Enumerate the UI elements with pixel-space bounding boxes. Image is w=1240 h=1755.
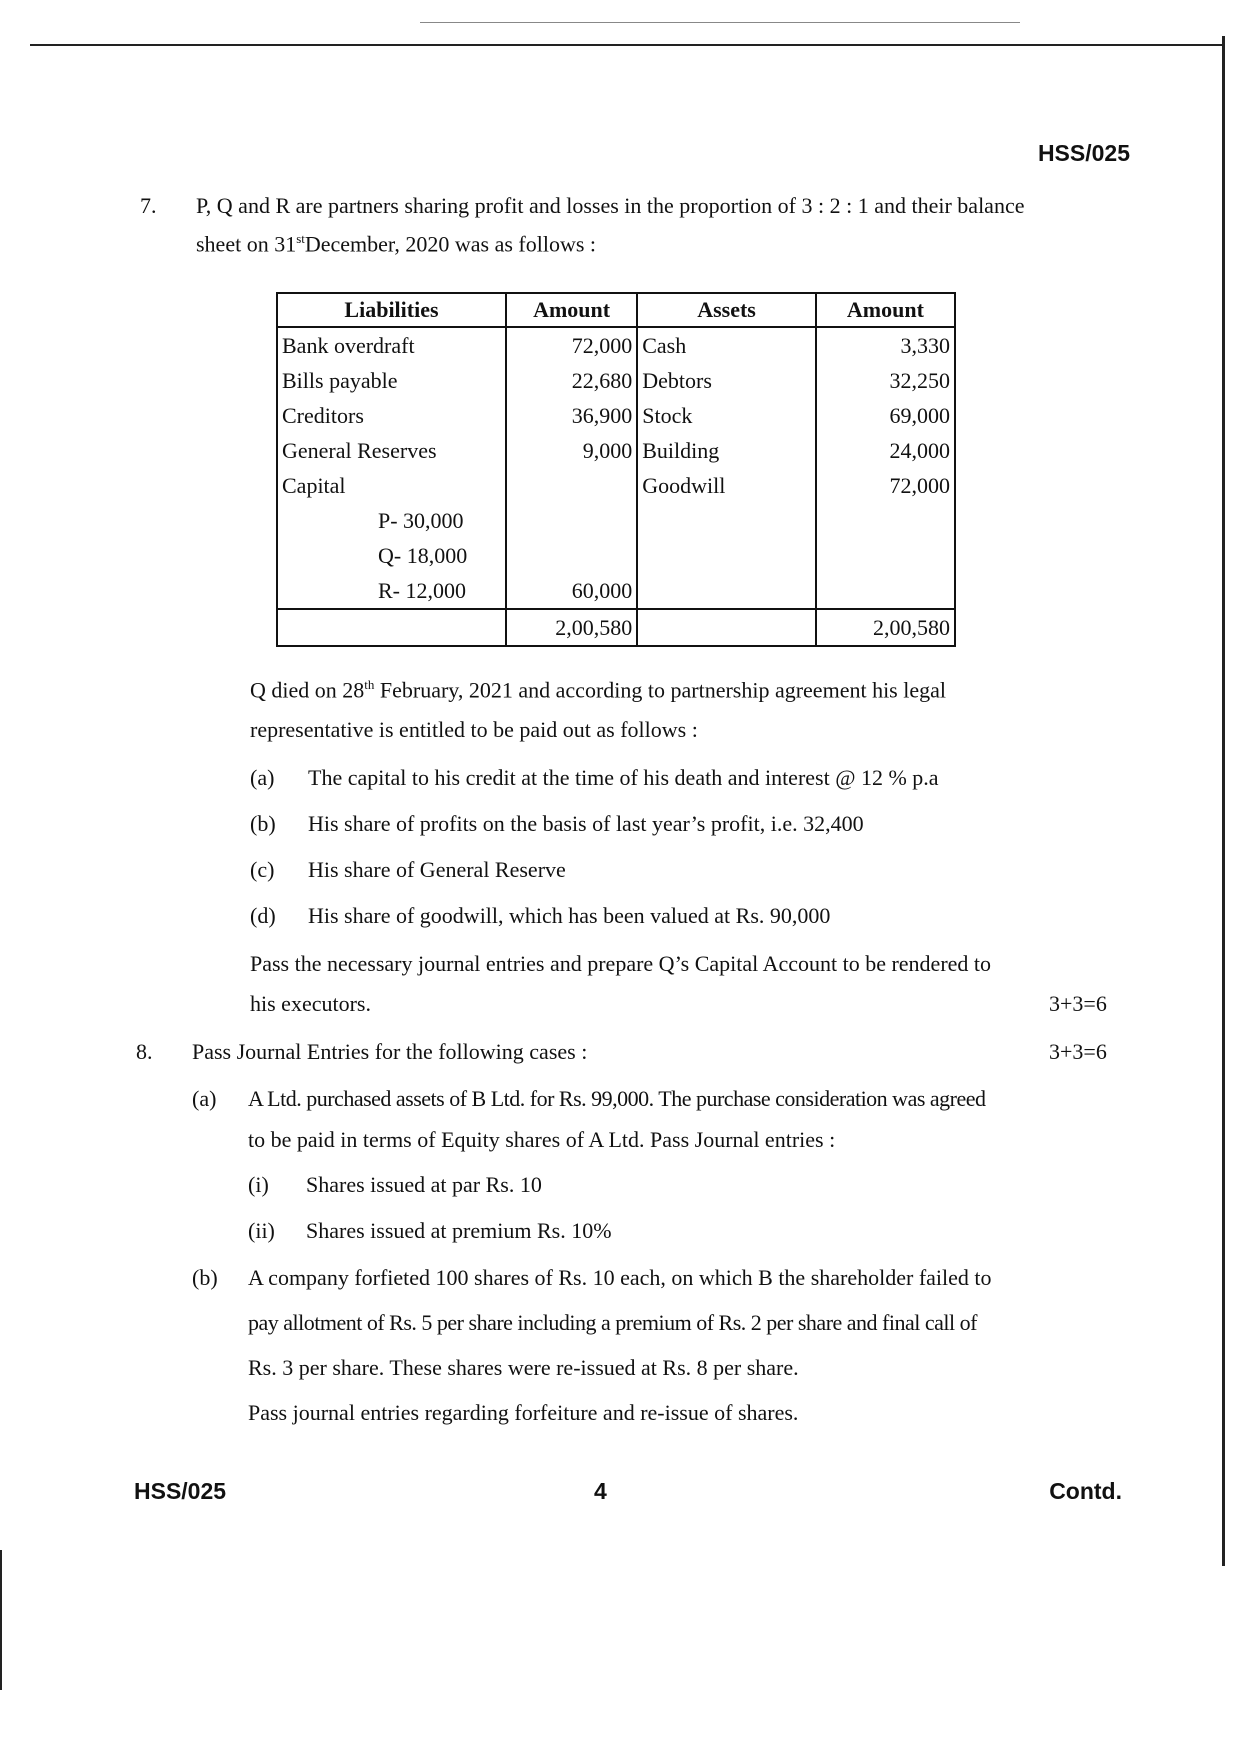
balance-sheet-table [276,292,956,647]
question-text: to be paid in terms of Equity shares of A Ltd. Pass Journal entries : [248,1127,836,1152]
amount-cell: 60,000 [506,573,637,609]
table-row [277,398,955,433]
capital-detail-cell: P- 30,000 [277,503,506,538]
table-total-row [277,609,955,646]
sub-question-label: (b) [192,1265,218,1290]
total-left: 2,00,580 [506,609,637,646]
asset-cell: Cash [637,327,816,363]
marks: 3+3=6 [1049,1039,1107,1064]
liability-cell: Creditors [277,398,506,433]
scan-edge-line [0,1550,2,1690]
question-text: P, Q and R are partners sharing profit and losses in the proportion of 3 : 2 : 1 and their balance [196,193,1025,218]
amount-cell: 32,250 [816,363,955,398]
list-item-text: His share of profits on the basis of last year’s profit, i.e. 32,400 [308,811,864,836]
marks: 3+3=6 [1049,991,1107,1016]
liability-cell: Bank overdraft [277,327,506,363]
question-text: Pass the necessary journal entries and prepare Q’s Capital Account to be rendered to [250,951,992,976]
scan-edge-line [420,22,1020,23]
column-header: Amount [506,293,637,327]
capital-detail-cell: Q- 18,000 [277,538,506,573]
table-row [277,327,955,363]
column-header: Liabilities [277,293,506,327]
question-text: pay allotment of Rs. 5 per share including a premium of Rs. 2 per share and final call of [248,1310,977,1335]
continued-label: Contd. [1049,1478,1122,1504]
question-text: A Ltd. purchased assets of B Ltd. for Rs. 99,000. The purchase consideration was agreed [248,1086,986,1111]
liability-cell: Capital [277,468,506,503]
amount-cell: 3,330 [816,327,955,363]
page-number: 4 [594,1478,607,1504]
amount-cell [506,503,637,538]
amount-cell [816,538,955,573]
list-item-label: (c) [250,857,275,882]
list-item-label: (i) [248,1172,269,1197]
amount-cell [816,573,955,609]
list-item-text: Shares issued at premium Rs. 10% [306,1218,612,1243]
liability-cell: Bills payable [277,363,506,398]
table-row [277,573,955,609]
question-text: Pass journal entries regarding forfeiture and re-issue of shares. [248,1400,799,1425]
question-text: Rs. 3 per share. These shares were re-issued at Rs. 8 per share. [248,1355,799,1380]
question-number: 8. [136,1039,153,1064]
amount-cell [506,468,637,503]
amount-cell: 22,680 [506,363,637,398]
asset-cell [637,538,816,573]
question-text: his executors. [250,991,371,1016]
list-item-text: The capital to his credit at the time of his death and interest @ 12 % p.a [308,765,939,790]
sub-question-label: (a) [192,1086,217,1111]
scan-edge-line [1222,36,1225,1566]
amount-cell: 72,000 [816,468,955,503]
asset-cell [637,503,816,538]
amount-cell: 24,000 [816,433,955,468]
list-item-text: His share of goodwill, which has been valued at Rs. 90,000 [308,903,831,928]
amount-cell: 69,000 [816,398,955,433]
table-row [277,468,955,503]
asset-cell: Debtors [637,363,816,398]
asset-cell: Building [637,433,816,468]
paper-code-footer: HSS/025 [134,1478,227,1504]
question-text: Q died on 28th February, 2021 and according to partnership agreement his legal [250,677,946,703]
amount-cell: 72,000 [506,327,637,363]
list-item-label: (d) [250,903,276,928]
table-row [277,503,955,538]
question-number: 7. [140,193,157,218]
capital-detail-cell: R- 12,000 [277,573,506,609]
column-header: Amount [816,293,955,327]
list-item-label: (ii) [248,1218,275,1243]
amount-cell: 9,000 [506,433,637,468]
asset-cell [637,573,816,609]
amount-cell [816,503,955,538]
list-item-text: His share of General Reserve [308,857,566,882]
scan-edge-line [30,44,1225,46]
table-row [277,538,955,573]
table-header-row [277,293,955,327]
list-item-label: (a) [250,765,275,790]
question-text: Pass Journal Entries for the following cases : [192,1039,588,1064]
asset-cell: Stock [637,398,816,433]
question-text: A company forfieted 100 shares of Rs. 10 each, on which B the shareholder failed to [248,1265,992,1290]
column-header: Assets [637,293,816,327]
list-item-text: Shares issued at par Rs. 10 [306,1172,542,1197]
total-right: 2,00,580 [816,609,955,646]
amount-cell [506,538,637,573]
asset-cell: Goodwill [637,468,816,503]
paper-code-header: HSS/025 [1037,140,1130,166]
table-row [277,433,955,468]
list-item-label: (b) [250,811,276,836]
amount-cell: 36,900 [506,398,637,433]
question-text: representative is entitled to be paid out as follows : [250,717,698,742]
table-row [277,363,955,398]
liability-cell: General Reserves [277,433,506,468]
question-text: sheet on 31stDecember, 2020 was as follows : [196,231,597,257]
